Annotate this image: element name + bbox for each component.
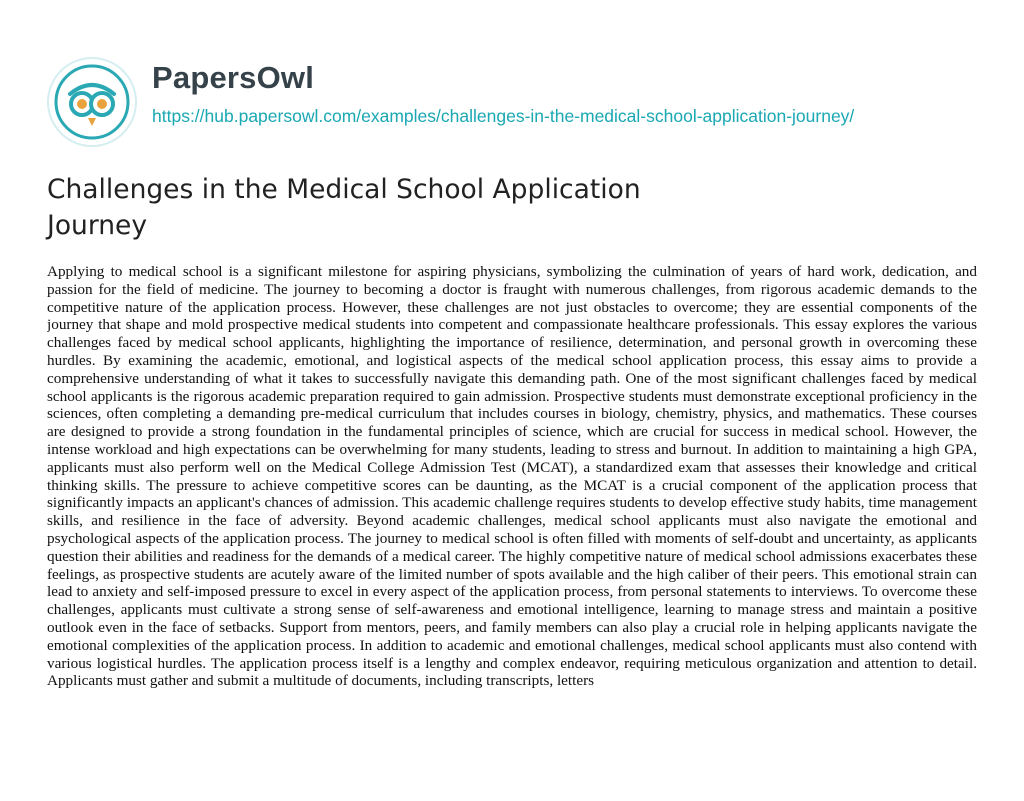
page-url-link[interactable]: https://hub.papersowl.com/examples/challenges-in-the-medical-school-application-journey/ xyxy=(152,106,855,126)
owl-logo-svg xyxy=(44,54,140,150)
article-title: Challenges in the Medical School Application Journey xyxy=(47,174,641,241)
article-body: Applying to medical school is a significant milestone for aspiring physicians, symbolizing the culmination of years of hard work, dedication, and passion for the field of medicine. The journey to becoming a doctor is fraught with numerous challenges, from rigorous academic demands to the competitive nature of the application process. However, these challenges are not just obstacles to overcome; they are essential components of the journey that shape and mold prospective medical students into competent and compassionate healthcare professionals. This essay explores the various challenges faced by medical school applicants, highlighting the importance of resilience, determination, and personal growth in overcoming these hurdles. By examining the academic, emotional, and logistical aspects of the medical school application process, this essay aims to provide a comprehensive understanding of what it takes to successfully navigate this demanding path. One of the most significant challenges faced by medical school applicants is the rigorous academic preparation required to gain admission. Prospective students must demonstrate exceptional proficiency in the sciences, often completing a demanding pre-medical curriculum that includes courses in biology, chemistry, physics, and mathematics. These courses are designed to provide a strong foundation in the fundamental principles of science, which are crucial for success in medical school. However, the intense workload and high expectations can be overwhelming for many students, leading to stress and burnout. In addition to maintaining a high GPA, applicants must also perform well on the Medical College Admission Test (MCAT), a standardized exam that assesses their knowledge and critical thinking skills. The pressure to achieve competitive scores can be daunting, as the MCAT is a crucial component of the application process that significantly impacts an applicant's chances of admission. This academic challenge requires students to develop effective study habits, time management skills, and resilience in the face of adversity. Beyond academic challenges, medical school applicants must also navigate the emotional and psychological aspects of the application process. The journey to medical school is often filled with moments of self-doubt and uncertainty, as applicants question their abilities and readiness for the demands of a medical career. The highly competitive nature of medical school admissions exacerbates these feelings, as prospective students are acutely aware of the limited number of spots available and the high caliber of their peers. This emotional strain can lead to anxiety and self-imposed pressure to excel in every aspect of the application process, from personal statements to interviews. To overcome these challenges, applicants must cultivate a strong sense of self-awareness and emotional intelligence, learning to manage stress and maintain a positive outlook even in the face of setbacks. Support from mentors, peers, and family members can also play a crucial role in helping applicants navigate the emotional complexities of the application process. In addition to academic and emotional challenges, medical school applicants must also contend with various logistical hurdles. The application process itself is a lengthy and complex endeavor, requiring meticulous organization and attention to detail. Applicants must gather and submit a multitude of documents, including transcripts, letters xyxy=(47,263,977,690)
brand-name[interactable]: PapersOwl xyxy=(152,60,315,95)
owl-logo-icon[interactable] xyxy=(44,54,140,150)
site-header xyxy=(44,40,984,160)
